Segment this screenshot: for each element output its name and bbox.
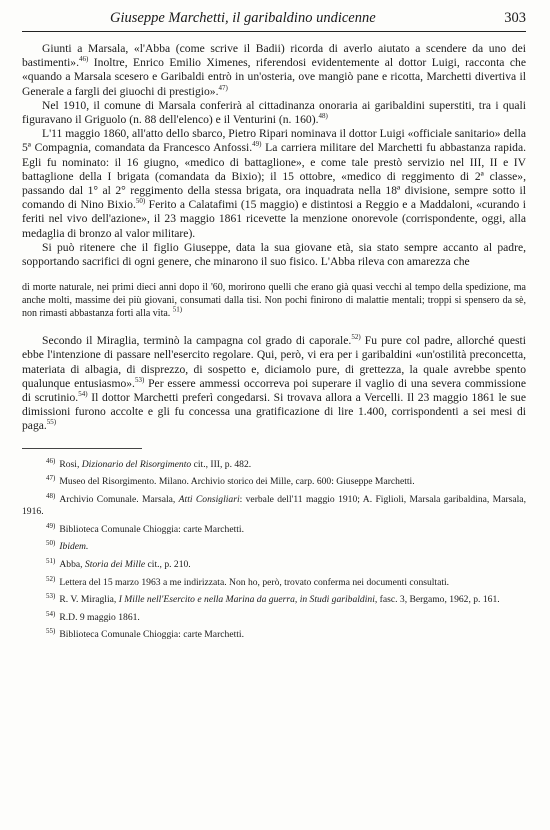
footnote: $^{47)}$ Museo del Risorgimento. Milano. Archivio storico dei Mille, carp. 600: Giuseppe Marchetti. bbox=[46, 474, 415, 488]
running-title: Giuseppe Marchetti, il garibaldino undicenne bbox=[110, 10, 376, 26]
running-header bbox=[22, 10, 526, 27]
paragraph-5: Secondo il Miraglia, terminò la campagna col grado di caporale.$^{52)}$ Fu pure col padre, allorché questi ebbe l'intenzione di passare nell'esercito regolare. Qui, però, vi era per i garibaldini «un'ostilità preconcetta, materiata di albagia, di disprezzo, di sospetto e, diciamolo pure, di grettezza, la quale avrebbe spento qualunque entusiasmo».$^{53)}$ Per essere ammessi occorreva poi superare il vaglio di una severa commissione di scrutinio.$^{54)}$ Il dottor Marchetti preferì congedarsi. Si trovava allora a Vercelli. Il 23 maggio 1861 le sue dimissioni furono accolte e gli fu concessa una gratificazione di lire 1.400, corrispondenti a sei mesi di paga.$^{55)}$ bbox=[22, 333, 527, 433]
footnote-ref-53[interactable]: 53) bbox=[134, 376, 145, 384]
footnote-ref-47[interactable]: 47) bbox=[218, 83, 228, 92]
footnote: $^{46)}$ Rosi, Dizionario del Risorgimento cit., III, p. 482. bbox=[46, 456, 252, 470]
footnote: $^{54)}$ R.D. 9 maggio 1861. bbox=[46, 609, 140, 624]
footnote-ref-49[interactable]: 49) bbox=[252, 140, 262, 149]
footnote-ref-52[interactable]: 52) bbox=[351, 333, 361, 342]
footnote: $^{51)}$ Abba, Storia dei Mille cit., p. 210. bbox=[46, 557, 191, 571]
footnotes bbox=[22, 455, 526, 642]
footnote-ref-50[interactable]: 50) bbox=[135, 197, 146, 206]
header-rule bbox=[22, 31, 526, 32]
paragraph-4: Si può ritenere che il figlio Giuseppe, data la sua giovane età, sia stato sempre accanto al padre, sopportando sacrifici di ogni genere, che minarono il suo fisico. L'Abba rileva con amarezza che bbox=[22, 240, 526, 269]
footnote: $^{50)}$ Ibidem. bbox=[46, 539, 89, 553]
footnote: $^{53)}$ R. V. Miraglia, I Mille nell'Esercito e nella Marina da guerra, in Studi garibaldini, fasc. 3, Bergamo, 1962, p. 161. bbox=[46, 592, 500, 606]
footnote-ref-48[interactable]: 48) bbox=[318, 112, 328, 121]
footnote-ref-46[interactable]: 46) bbox=[79, 55, 89, 64]
footnote-ref-51[interactable]: 51) bbox=[172, 305, 183, 314]
block-quote: di morte naturale, nei primi dieci anni dopo il '60, morirono quelli che erano già quasi vecchi al tempo della spedizione, ma anche molti, massime dei più giovani, consumati dalla tisi. Non pochi finirono di malattie mentali; troppi si spensero da sè, non rimasti abbastanza forti alla vita. $^{51)}$ bbox=[22, 282, 526, 320]
footnote: $^{55)}$ Biblioteca Comunale Chioggia: carte Marchetti. bbox=[46, 627, 244, 641]
paragraph-3: L'11 maggio 1860, all'atto dello sbarco, Pietro Ripari nominava il dottor Luigi «officiale sanitario» della 5ª Compagnia, comandata da Francesco Anfossi.$^{49)}$ La carriera militare del Marchetti fu abbastanza rapida. Egli fu nominato: il 16 giugno, «medico di battaglione», e come tale prestò servizio nel III, II e IV battaglione della I brigata (comandata da Bixio); il 15 ottobre, «medico di reggimento di 2ª classe», passando dal 1° al 2° reggimento della stessa brigata, ora inquadrata nella 18ª divisione, sempre sotto il comando di Nino Bixio.$^{50)}$ Ferito a Calatafimi (15 maggio) e distintosi a Reggio e a Maddaloni, «curando i feriti nel vivo dell'azione», il 23 maggio 1861 ricevette la menzione onorevole (corrispondente, oggi, alla medaglia di bronzo al valor militare). bbox=[22, 127, 527, 240]
footnote: $^{48)}$ Archivio Comunale. Marsala, Atti Consigliari: verbale dell'11 maggio 1910; A. Figlioli, Marsala garibaldina, Marsala, 1916. bbox=[22, 491, 526, 518]
footnote-ref-55[interactable]: 55) bbox=[46, 418, 57, 427]
page-number: 303 bbox=[504, 10, 526, 26]
footnote-rule bbox=[22, 448, 142, 449]
paragraph-1: Giunti a Marsala, «l'Abba (come scrive il Badii) ricorda di averlo aiutato a scendere da uno dei bastimenti».$^{46)}$ Inoltre, Enrico Emilio Ximenes, riferendosi evidentemente al dottor Luigi, racconta che «quando a Marsala scesero e Garibaldi entrò in un'osteria, ove mangiò pane e ricotta, Marchetti divertiva il Generale a fargli dei giuochi di prestigio».$^{47)}$ bbox=[22, 42, 526, 98]
footnote: $^{49)}$ Biblioteca Comunale Chioggia: carte Marchetti. bbox=[46, 521, 244, 536]
paragraph-2: Nel 1910, il comune di Marsala conferirà al cittadinanza onoraria ai garibaldini superstiti, tra i quali figuravano il Griguolo (n. 88 dell'elenco) e il Venturini (n. 160).$^{48)}$ bbox=[22, 98, 526, 127]
main-text-continued bbox=[22, 334, 526, 433]
footnote-ref-54[interactable]: 54) bbox=[78, 390, 88, 399]
main-text bbox=[22, 42, 526, 269]
footnote: $^{52)}$ Lettera del 15 marzo 1963 a me indirizzata. Non ho, però, trovato conferma nei documenti consultati. bbox=[46, 574, 450, 588]
